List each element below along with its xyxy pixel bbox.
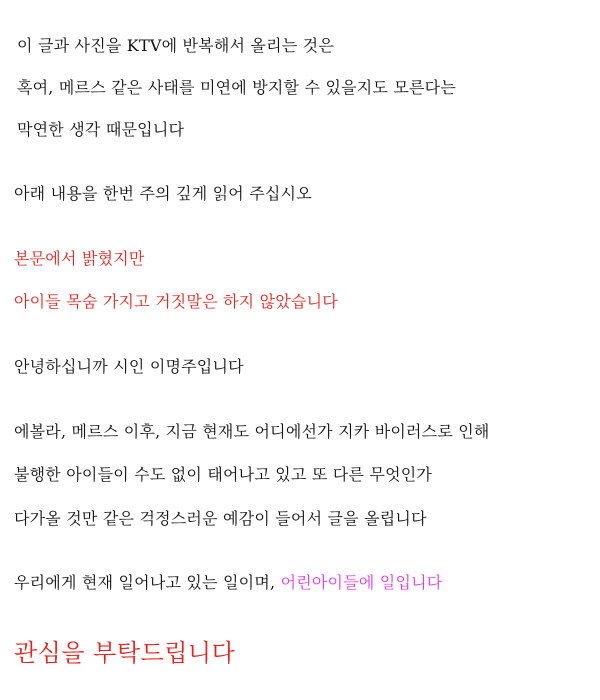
body-line-3: 다가올 것만 같은 걱정스러운 예감이 들어서 글을 올립니다 — [14, 509, 427, 528]
intro-line-2: 혹여, 메르스 같은 사태를 미연에 방지할 수 있을지도 모른다는 — [17, 78, 456, 97]
notice-line-2: 아이들 목숨 가지고 거짓말은 하지 않았습니다 — [14, 292, 338, 311]
closing-line — [14, 572, 442, 594]
notice-line-1: 본문에서 밝혔지만 — [14, 249, 145, 268]
intro-line-3: 막연한 생각 때문입니다 — [17, 120, 185, 139]
body-line-1: 에볼라, 메르스 이후, 지금 현재도 어디에선가 지카 바이러스로 인해 — [14, 422, 490, 441]
request-line: 아래 내용을 한번 주의 깊게 읽어 주십시오 — [14, 184, 312, 203]
closing-prefix: 우리에게 현재 일어나고 있는 일이며, — [14, 573, 281, 592]
greeting-line: 안녕하십니까 시인 이명주입니다 — [14, 357, 244, 376]
intro-line-1: 이 글과 사진을 KTV에 반복해서 올리는 것은 — [17, 36, 334, 55]
closing-highlight: 어린아이들에 일입니다 — [280, 573, 443, 592]
body-line-2: 불행한 아이들이 수도 없이 태어나고 있고 또 다른 무엇인가 — [14, 465, 433, 484]
appeal-heading: 관심을 부탁드립니다 — [14, 639, 236, 667]
